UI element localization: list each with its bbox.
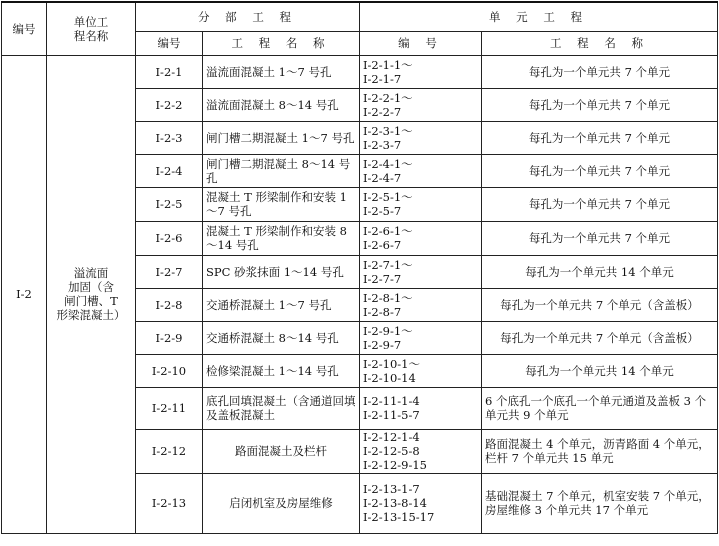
header-division-name: 工 程 名 称 — [203, 31, 360, 55]
division-name: 交通桥混凝土 8～14 号孔 — [203, 321, 360, 354]
header-element-code: 编 号 — [360, 31, 482, 55]
division-code: Ⅰ-2-6 — [136, 221, 203, 255]
header-unit-name: 单位工 程名称 — [47, 2, 136, 55]
division-code: Ⅰ-2-9 — [136, 321, 203, 354]
unit-name: 溢流面 加固（含 闸门槽、T 形梁混凝土） — [47, 55, 136, 533]
element-name: 每孔为一个单元共 14 个单元 — [482, 255, 718, 288]
division-code: Ⅰ-2-4 — [136, 154, 203, 187]
element-name: 每孔为一个单元共 7 个单元（含盖板） — [482, 288, 718, 321]
division-name: 启闭机室及房屋维修 — [203, 473, 360, 533]
division-name: 检修梁混凝土 1～14 号孔 — [203, 354, 360, 387]
element-name: 基础混凝土 7 个单元，机室安装 7 个单元，房屋维修 3 个单元共 17 个单元 — [482, 473, 718, 533]
element-name: 6 个底孔一个底孔一个单元通道及盖板 3 个单元共 9 个单元 — [482, 387, 718, 429]
element-codes: Ⅰ-2-11-1-4 Ⅰ-2-11-5-7 — [360, 387, 482, 429]
division-name: 底孔回填混凝土（含通道回填及盖板混凝土 — [203, 387, 360, 429]
element-codes: Ⅰ-2-8-1～ Ⅰ-2-8-7 — [360, 288, 482, 321]
division-code: Ⅰ-2-12 — [136, 429, 203, 473]
header-code: 编号 — [2, 2, 47, 55]
division-code: Ⅰ-2-2 — [136, 88, 203, 121]
unit-code: Ⅰ-2 — [2, 55, 47, 533]
division-name: 混凝土 T 形梁制作和安装 1～7 号孔 — [203, 187, 360, 221]
element-name: 每孔为一个单元共 7 个单元 — [482, 154, 718, 187]
element-name: 每孔为一个单元共 7 个单元（含盖板） — [482, 321, 718, 354]
project-division-table — [1, 1, 718, 534]
element-codes: Ⅰ-2-9-1～ Ⅰ-2-9-7 — [360, 321, 482, 354]
division-code: Ⅰ-2-13 — [136, 473, 203, 533]
element-name: 每孔为一个单元共 7 个单元 — [482, 88, 718, 121]
division-code: Ⅰ-2-3 — [136, 121, 203, 154]
division-code: Ⅰ-2-5 — [136, 187, 203, 221]
division-name: 溢流面混凝土 1～7 号孔 — [203, 55, 360, 88]
element-codes: Ⅰ-2-12-1-4 Ⅰ-2-12-5-8 Ⅰ-2-12-9-15 — [360, 429, 482, 473]
division-name: 溢流面混凝土 8～14 号孔 — [203, 88, 360, 121]
division-code: Ⅰ-2-11 — [136, 387, 203, 429]
element-name: 每孔为一个单元共 7 个单元 — [482, 55, 718, 88]
element-codes: Ⅰ-2-13-1-7 Ⅰ-2-13-8-14 Ⅰ-2-13-15-17 — [360, 473, 482, 533]
division-code: Ⅰ-2-10 — [136, 354, 203, 387]
element-codes: Ⅰ-2-5-1～ Ⅰ-2-5-7 — [360, 187, 482, 221]
header-division-code: 编号 — [136, 31, 203, 55]
element-name: 每孔为一个单元共 7 个单元 — [482, 187, 718, 221]
header-division: 分 部 工 程 — [136, 2, 360, 31]
element-codes: Ⅰ-2-1-1～ Ⅰ-2-1-7 — [360, 55, 482, 88]
element-codes: Ⅰ-2-7-1～ Ⅰ-2-7-7 — [360, 255, 482, 288]
element-codes: Ⅰ-2-4-1～ Ⅰ-2-4-7 — [360, 154, 482, 187]
division-code: Ⅰ-2-7 — [136, 255, 203, 288]
division-name: SPC 砂浆抹面 1～14 号孔 — [203, 255, 360, 288]
division-name: 闸门槽二期混凝土 8～14 号孔 — [203, 154, 360, 187]
element-codes: Ⅰ-2-10-1～ Ⅰ-2-10-14 — [360, 354, 482, 387]
table-container — [1, 1, 718, 534]
element-name: 每孔为一个单元共 7 个单元 — [482, 121, 718, 154]
table-row — [2, 55, 718, 88]
division-code: Ⅰ-2-1 — [136, 55, 203, 88]
division-name: 交通桥混凝土 1～7 号孔 — [203, 288, 360, 321]
division-name: 路面混凝土及栏杆 — [203, 429, 360, 473]
element-codes: Ⅰ-2-2-1～ Ⅰ-2-2-7 — [360, 88, 482, 121]
division-code: Ⅰ-2-8 — [136, 288, 203, 321]
header-element: 单 元 工 程 — [360, 2, 718, 31]
element-name: 每孔为一个单元共 7 个单元 — [482, 221, 718, 255]
element-codes: Ⅰ-2-3-1～ Ⅰ-2-3-7 — [360, 121, 482, 154]
header-element-name: 工 程 名 称 — [482, 31, 718, 55]
element-codes: Ⅰ-2-6-1～ Ⅰ-2-6-7 — [360, 221, 482, 255]
element-name: 每孔为一个单元共 14 个单元 — [482, 354, 718, 387]
element-name: 路面混凝土 4 个单元，沥青路面 4 个单元，栏杆 7 个单元共 15 单元 — [482, 429, 718, 473]
division-name: 混凝土 T 形梁制作和安装 8～14 号孔 — [203, 221, 360, 255]
division-name: 闸门槽二期混凝土 1～7 号孔 — [203, 121, 360, 154]
